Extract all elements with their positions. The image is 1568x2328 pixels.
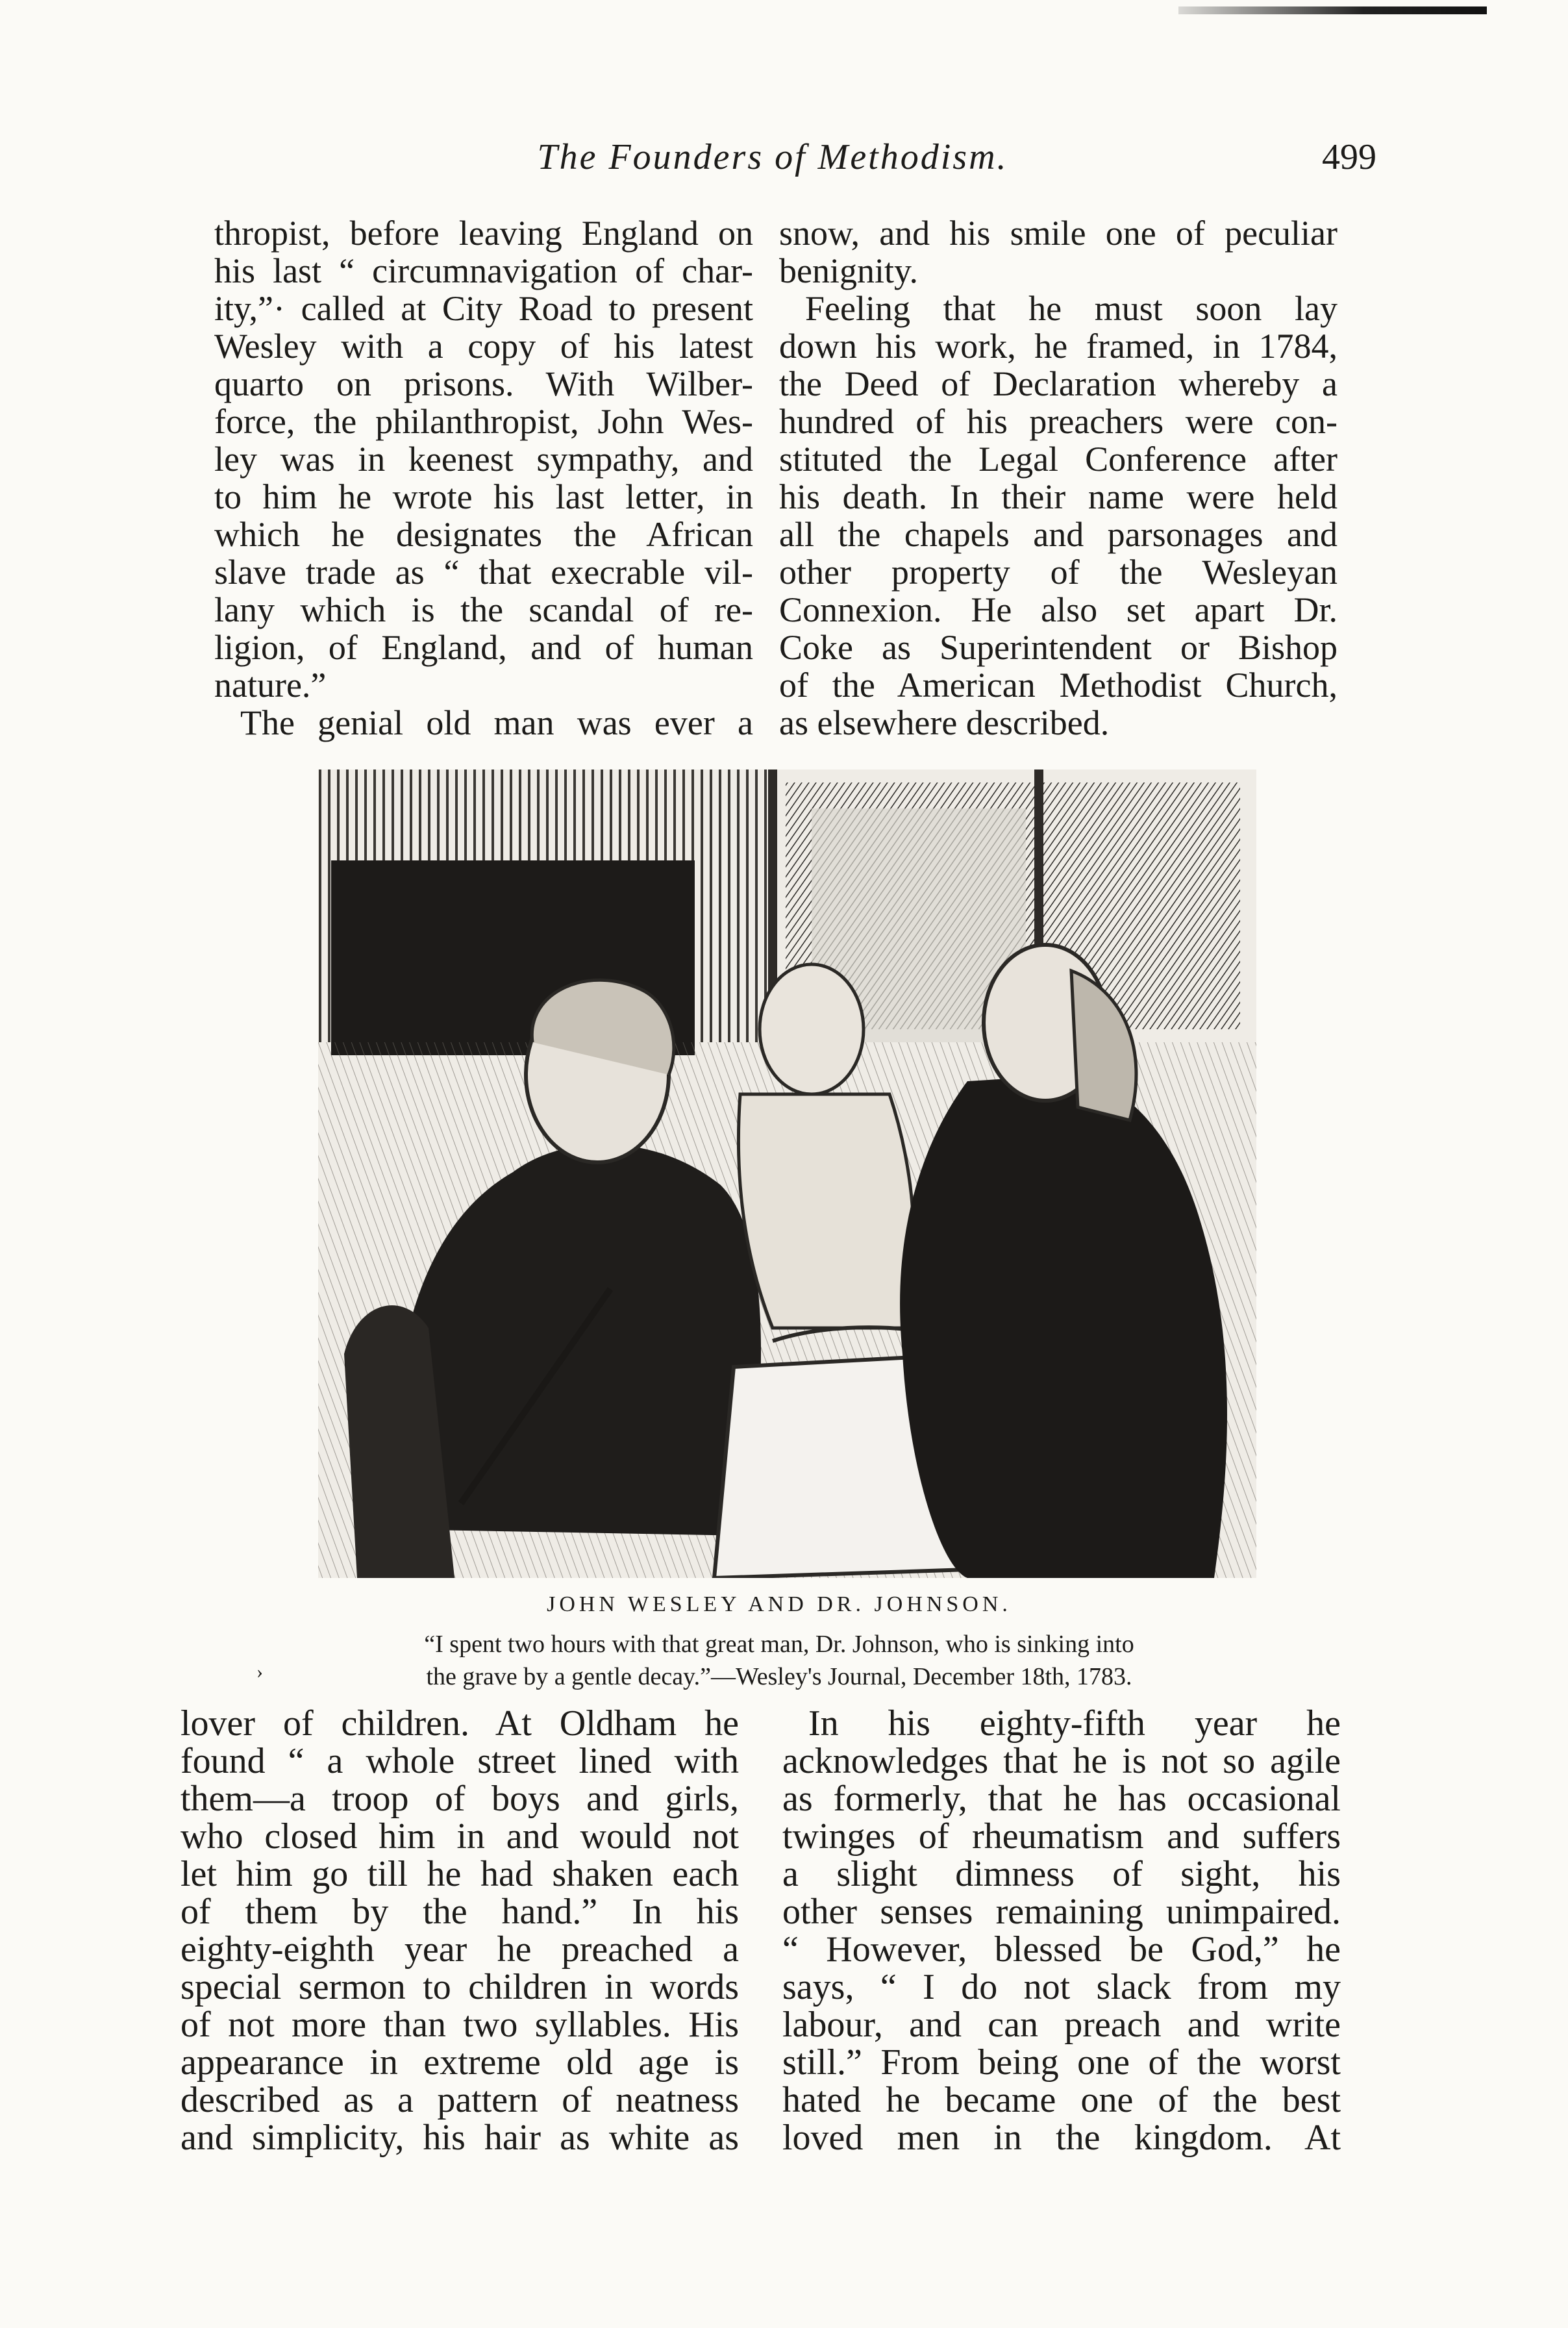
text-line: the Deed of Declaration whereby a <box>779 364 1338 403</box>
text-line: stituted the Legal Conference after <box>779 440 1338 479</box>
text-line: a slight dimness of sight, his <box>782 1854 1341 1894</box>
text-line: all the chapels and parsonages and <box>779 515 1338 554</box>
figure-caption-title: JOHN WESLEY AND DR. JOHNSON. <box>547 1592 1012 1616</box>
text-line: his death. In their name were held <box>779 477 1338 516</box>
text-line: slave trade as “ that execrable vil- <box>214 553 753 592</box>
text-line: other property of the Wesleyan <box>779 553 1338 592</box>
text-line: lover of children. At Oldham he <box>180 1703 739 1744</box>
text-line: as elsewhere described. <box>779 703 1110 742</box>
text-column-bottom-right <box>782 1705 1341 2157</box>
text-line: of the American Methodist Church, <box>779 666 1338 705</box>
text-line: Wesley with a copy of his latest <box>214 327 753 366</box>
text-line: hated he became one of the best <box>782 2080 1341 2120</box>
text-line: Connexion. He also set apart Dr. <box>779 590 1338 629</box>
stray-print-mark: › <box>256 1661 263 1683</box>
text-line: The genial old man was ever a <box>240 703 753 742</box>
text-column-top-right <box>779 214 1338 742</box>
text-line: of not more than two syllables. His <box>180 2005 739 2045</box>
text-line: snow, and his smile one of peculiar <box>779 214 1338 253</box>
text-line: loved men in the kingdom. At <box>782 2118 1341 2158</box>
text-line: “ However, blessed be God,” he <box>782 1929 1341 1970</box>
text-line: and simplicity, his hair as white as <box>180 2118 739 2158</box>
text-line: to him he wrote his last letter, in <box>214 477 753 516</box>
text-line: thropist, before leaving England on <box>214 214 753 253</box>
figure-caption-quote-line1: “I spent two hours with that great man, Dr. Johnson, who is sinking into <box>424 1631 1134 1658</box>
text-line: hundred of his preachers were con- <box>779 402 1338 441</box>
engraving-illustration <box>318 770 1256 1578</box>
text-line: let him go till he had shaken each <box>180 1854 739 1894</box>
text-line: benignity. <box>779 251 918 290</box>
text-line: still.” From being one of the worst <box>782 2042 1341 2083</box>
text-line: other senses remaining unimpaired. <box>782 1892 1341 1932</box>
text-line: who closed him in and would not <box>180 1816 739 1857</box>
text-line: lany which is the scandal of re- <box>214 590 753 629</box>
text-column-top-left <box>214 214 753 742</box>
text-line: ligion, of England, and of human <box>214 628 753 667</box>
text-line: special sermon to children in words <box>180 1967 739 2007</box>
text-column-bottom-left <box>180 1705 739 2157</box>
text-line: quarto on prisons. With Wilber- <box>214 364 753 403</box>
text-line: labour, and can preach and write <box>782 2005 1341 2045</box>
figure-caption-quote-line2: the grave by a gentle decay.”—Wesley's Journal, December 18th, 1783. <box>426 1663 1132 1690</box>
text-line: force, the philanthropist, John Wes- <box>214 402 753 441</box>
text-line: appearance in extreme old age is <box>180 2042 739 2083</box>
top-edge-rule <box>1178 6 1487 14</box>
text-line: Coke as Superintendent or Bishop <box>779 628 1338 667</box>
text-line: his last “ circumnavigation of char- <box>214 251 753 290</box>
text-line: ity,”· called at City Road to present <box>214 289 753 328</box>
text-line: down his work, he framed, in 1784, <box>779 327 1338 366</box>
running-title: The Founders of Methodism. <box>537 137 1008 177</box>
page-number: 499 <box>1322 137 1376 177</box>
text-line: found “ a whole street lined with <box>180 1741 739 1781</box>
text-line: which he designates the African <box>214 515 753 554</box>
text-line: In his eighty-fifth year he <box>808 1703 1341 1744</box>
text-line: Feeling that he must soon lay <box>805 289 1338 328</box>
text-line: says, “ I do not slack from my <box>782 1967 1341 2007</box>
text-line: of them by the hand.” In his <box>180 1892 739 1932</box>
text-line: eighty-eighth year he preached a <box>180 1929 739 1970</box>
text-line: them—a troop of boys and girls, <box>180 1779 739 1819</box>
text-line: acknowledges that he is not so agile <box>782 1741 1341 1781</box>
text-line: as formerly, that he has occasional <box>782 1779 1341 1819</box>
text-line: twinges of rheumatism and suffers <box>782 1816 1341 1857</box>
text-line: ley was in keenest sympathy, and <box>214 440 753 479</box>
text-line: described as a pattern of neatness <box>180 2080 739 2120</box>
running-head <box>169 130 1376 188</box>
text-line: nature.” <box>214 666 327 705</box>
